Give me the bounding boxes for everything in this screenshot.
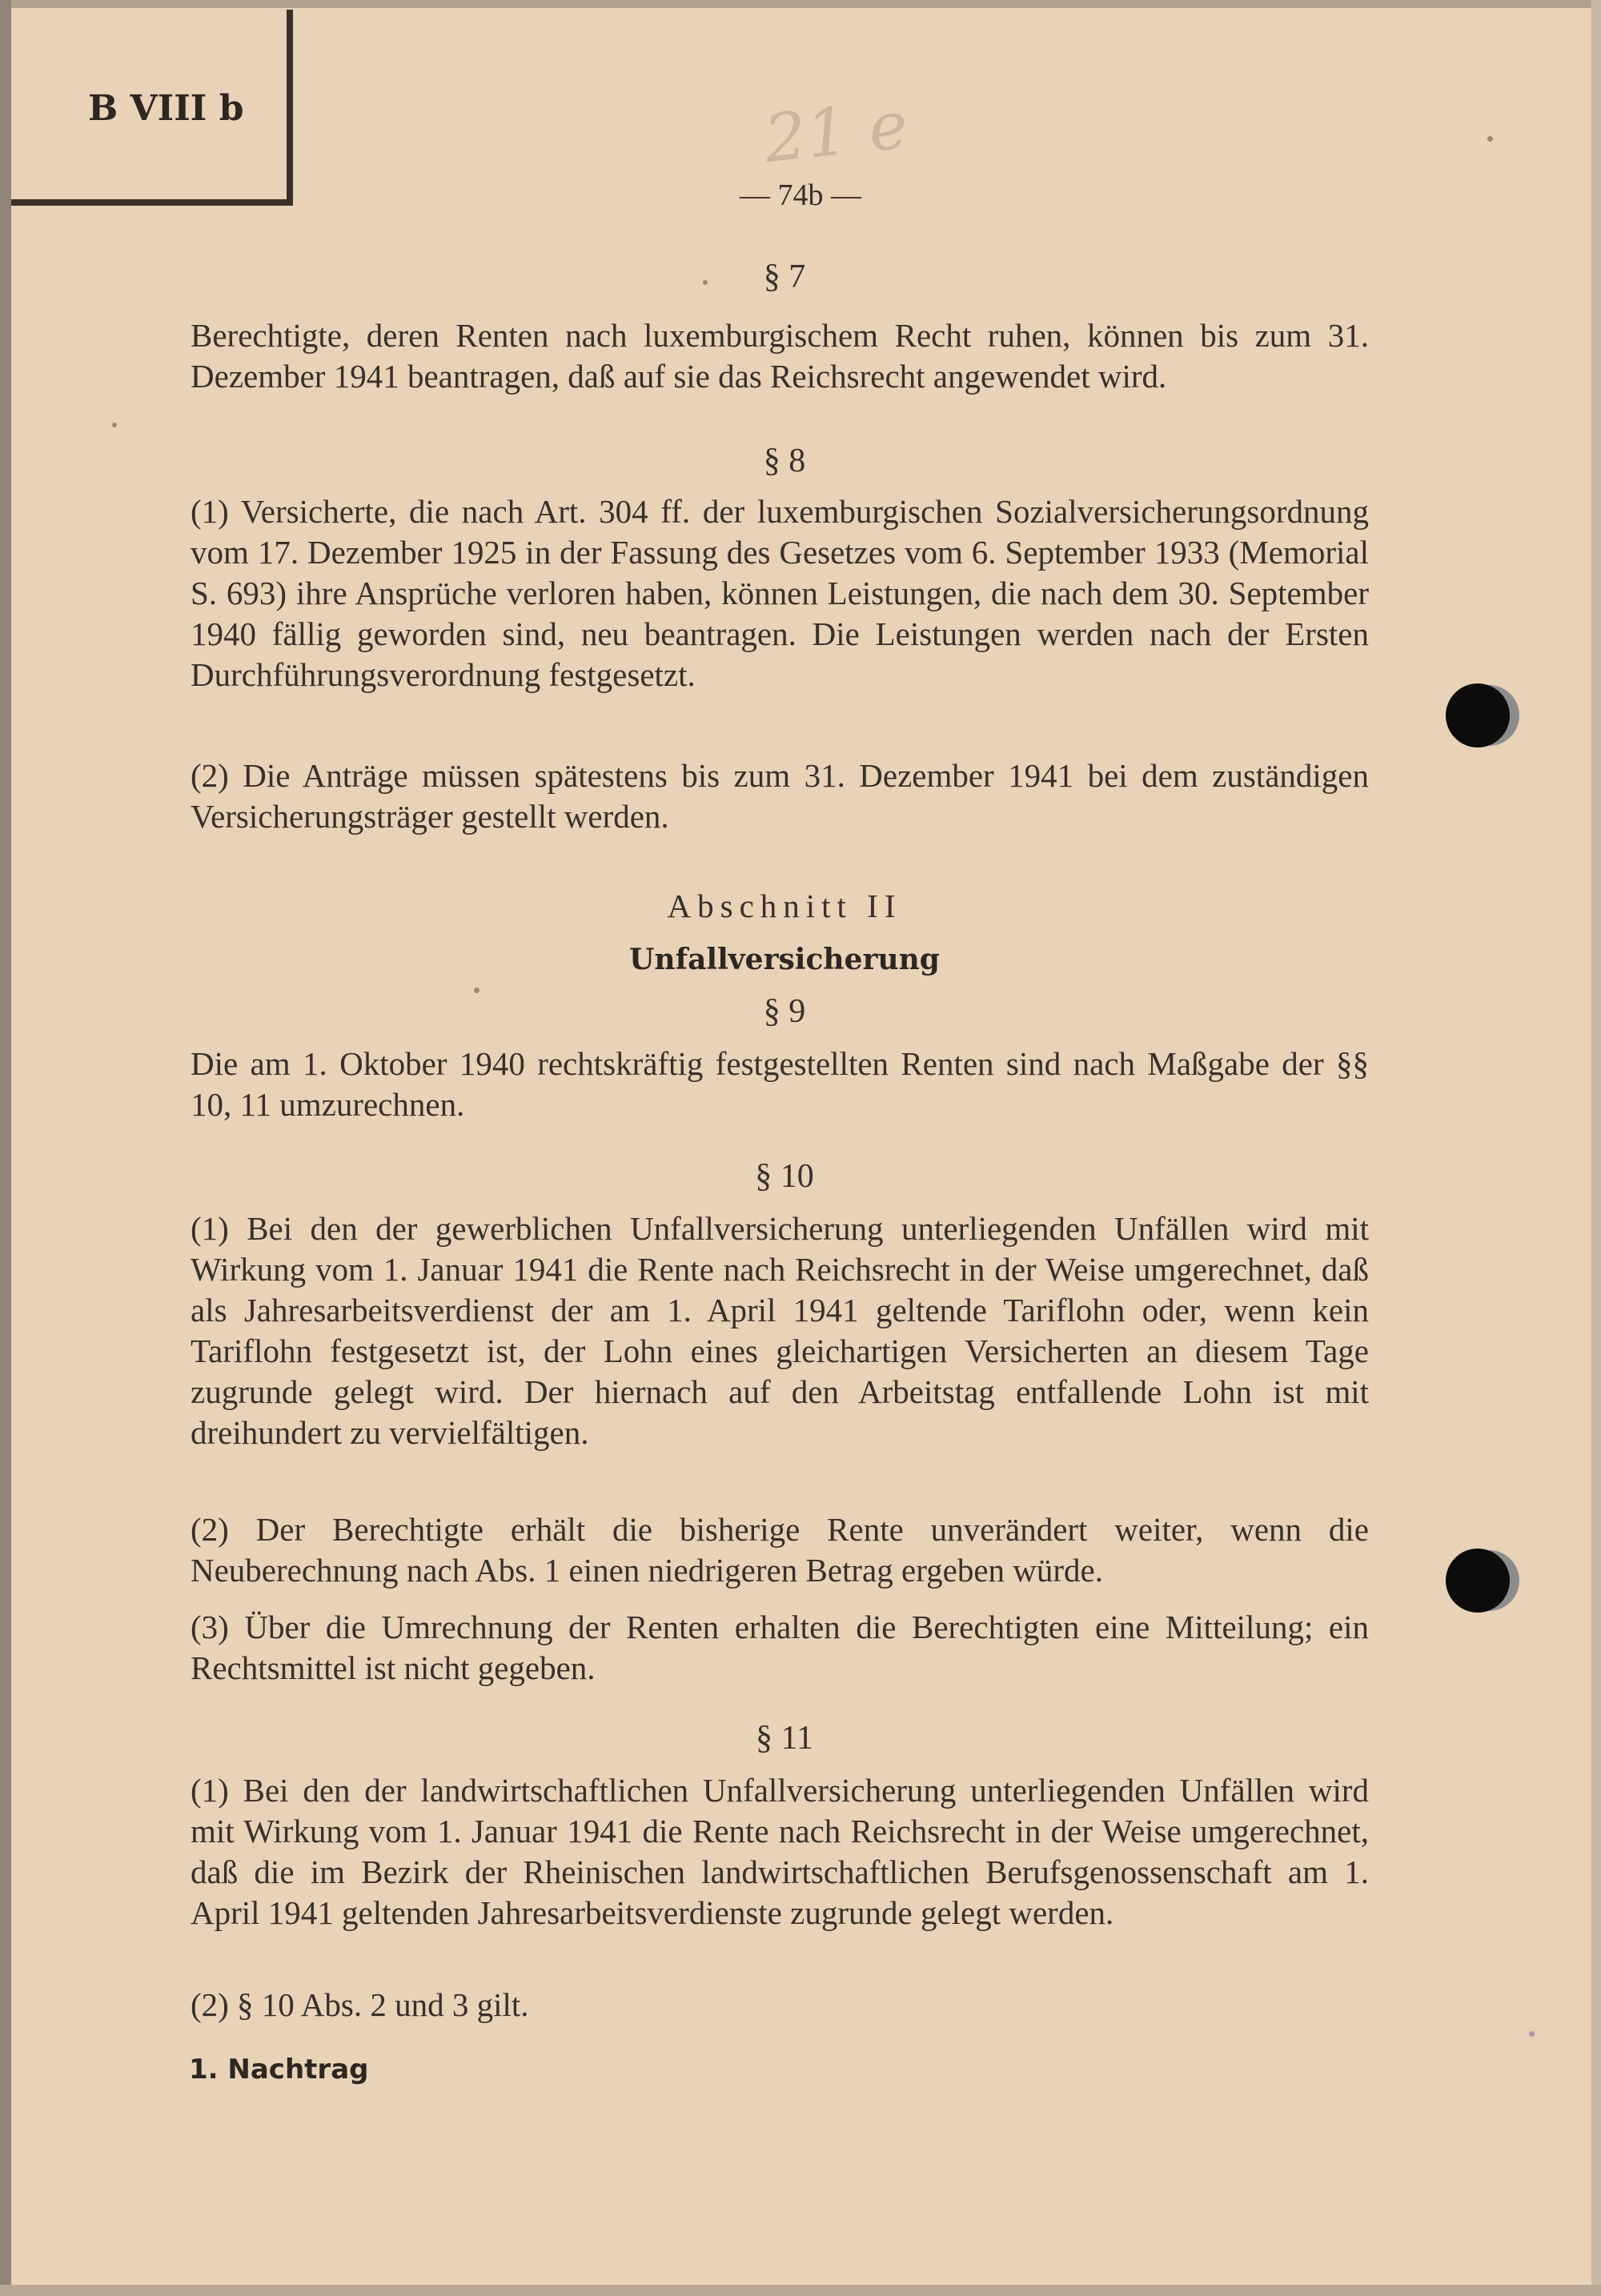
section-11-paragraph-2: (2) § 10 Abs. 2 und 3 gilt. <box>191 1986 529 2023</box>
section-10-paragraph-1: (1) Bei den der gewerblichen Unfallversicherung unterliegenden Unfällen wird mit Wirkung vom 1. Januar 1941 die Rente nach Reichsrecht in der Weise umgerechnet, daß als Jahresarbeitsverdienst der am 1. April 1941 geltende Tariflohn oder, wenn kein Tariflohn festgesetzt ist, der Lohn eines gleichartigen Versicherten an diesem Tage zugrunde gelegt wird. Der hiernach auf den Arbeitstag entfallende Lohn ist mit dreihundert zu vervielfältigen. <box>191 1210 1369 1451</box>
section-10-heading: § 10 <box>755 1158 814 1195</box>
document-code: B VIII b <box>88 88 244 129</box>
chapter-title: Unfallversicherung <box>629 943 940 976</box>
paper-speck <box>703 280 708 285</box>
footer-note: 1. Nachtrag <box>189 2054 369 2086</box>
page-number: — 74b — <box>740 178 861 212</box>
paper-speck <box>1487 136 1493 142</box>
section-8-paragraph-2: (2) Die Anträge müssen spätestens bis zum 31. Dezember 1941 bei dem zuständigen Versicherungsträger gestellt werden. <box>191 757 1369 835</box>
section-8-paragraph-1: (1) Versicherte, die nach Art. 304 ff. der luxemburgischen Sozialversicherungsordnung vom 17. Dezember 1925 in der Fassung des Gesetzes vom 6. September 1933 (Memorial S. 693) ihre Ansprüche verloren haben, können Leistungen, die nach dem 30. September 1940 fällig geworden sind, neu beantragen. Die Leistungen werden nach der Ersten Durchführungsverordnung festgesetzt. <box>191 493 1369 693</box>
section-8-heading: § 8 <box>763 443 806 479</box>
page-edge-left <box>0 0 11 2296</box>
section-9-text: Die am 1. Oktober 1940 rechtskräftig festgestellten Renten sind nach Maßgabe der §§ 10, 11 umzurechnen. <box>191 1045 1369 1123</box>
paper-speck <box>474 988 479 993</box>
section-7-heading: § 7 <box>763 258 806 295</box>
section-11-heading: § 11 <box>756 1720 813 1757</box>
section-9-heading: § 9 <box>763 993 806 1030</box>
pencil-annotation: 21 e <box>760 86 912 178</box>
paper-speck <box>112 423 117 427</box>
page-edge-top <box>0 0 1601 8</box>
punch-hole-upper <box>1446 683 1510 747</box>
page-edge-right <box>1591 0 1601 2296</box>
section-10-paragraph-2: (2) Der Berechtigte erhält die bisherige Rente unverändert weiter, wenn die Neuberechnung nach Abs. 1 einen niedrigeren Betrag ergeben würde. <box>191 1511 1369 1589</box>
section-11-paragraph-1: (1) Bei den der landwirtschaftlichen Unfallversicherung unterliegenden Unfällen wird mit Wirkung vom 1. Januar 1941 die Rente nach Reichsrecht in der Weise umgerechnet, daß die im Bezirk der Rheinischen landwirtschaftlichen Berufsgenossenschaft am 1. April 1941 geltenden Jahresarbeitsverdienste zugrunde gelegt werden. <box>191 1772 1369 1931</box>
section-10-paragraph-3: (3) Über die Umrechnung der Renten erhalten die Berechtigten eine Mitteilung; ein Rechtsmittel ist nicht gegeben. <box>191 1609 1369 1686</box>
punch-hole-lower <box>1446 1549 1510 1613</box>
chapter-label: Abschnitt II <box>667 888 902 924</box>
paper-speck <box>1529 2031 1535 2037</box>
page-edge-bottom <box>0 2285 1601 2296</box>
section-7-text: Berechtigte, deren Renten nach luxemburgischem Recht ruhen, können bis zum 31. Dezember 1941 beantragen, daß auf sie das Reichsrecht angewendet wird. <box>191 317 1369 395</box>
